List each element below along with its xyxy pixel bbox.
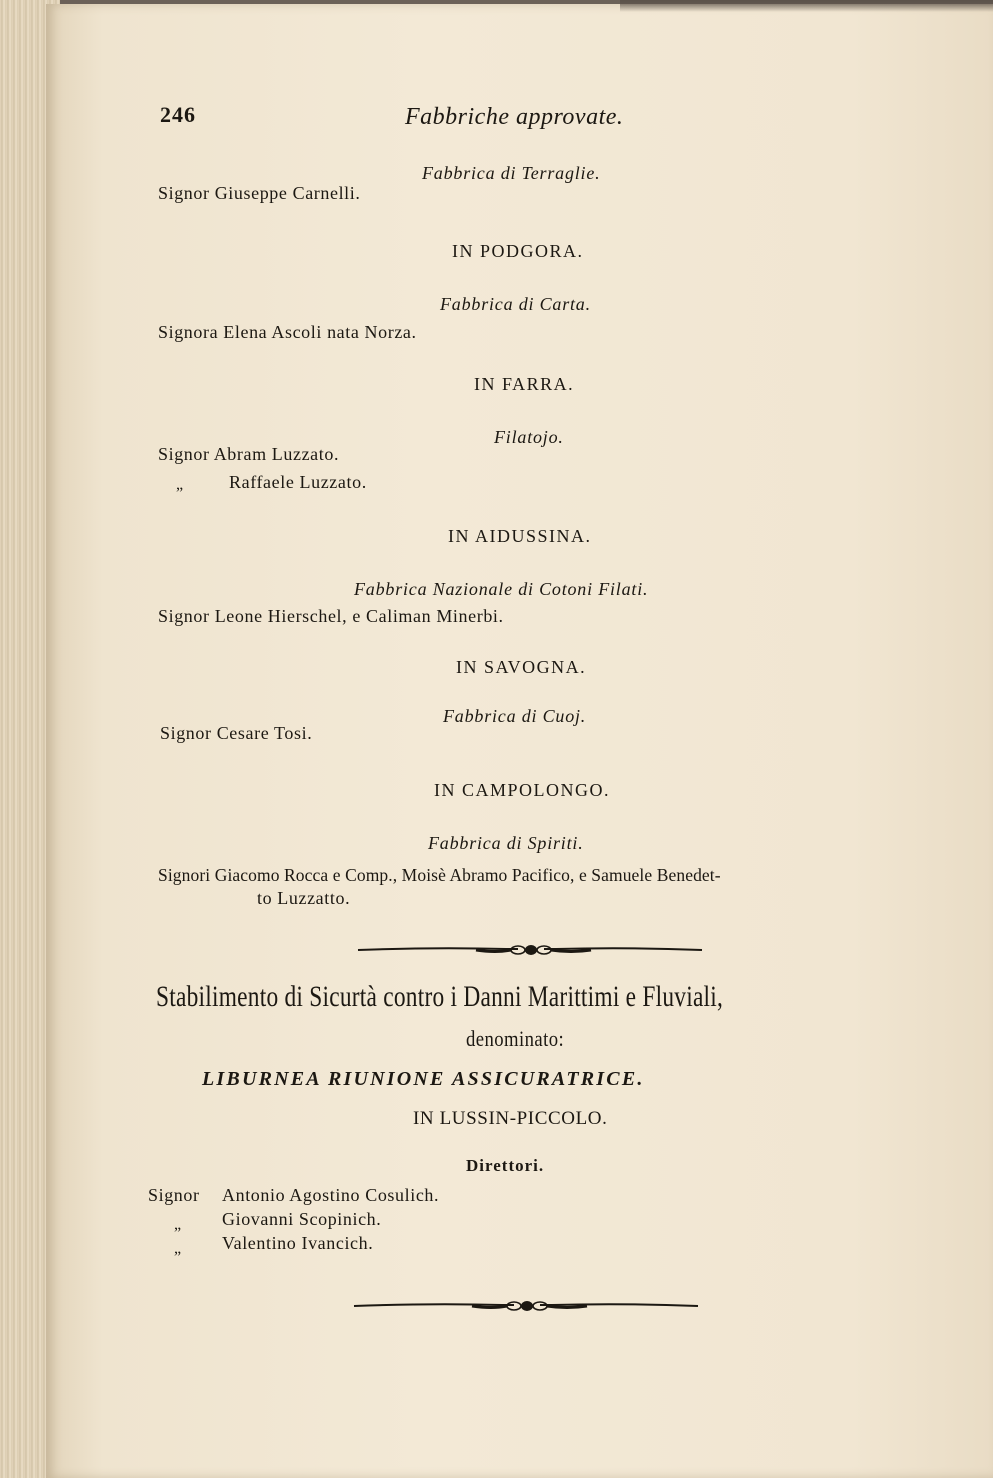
director-name: Valentino Ivancich.	[222, 1233, 374, 1253]
establishment-title: Stabilimento di Sicurtà contro i Danni Marittimi e Fluviali,	[156, 980, 724, 1013]
place-heading: IN SAVOGNA.	[456, 657, 587, 677]
factory-title: Fabbrica di Carta.	[440, 294, 591, 314]
place-heading: IN CAMPOLONGO.	[434, 780, 611, 800]
factory-title: Fabbrica di Terraglie.	[422, 163, 601, 183]
factory-title: Fabbrica di Cuoj.	[443, 706, 587, 726]
place-heading: IN LUSSIN-PICCOLO.	[413, 1108, 608, 1129]
establishment-subtitle: denominato:	[466, 1026, 565, 1051]
facing-page-shadow	[620, 0, 993, 12]
owner-line: Signor Cesare Tosi.	[160, 723, 313, 743]
director-prefix: Signor	[148, 1185, 200, 1205]
directors-heading: Direttori.	[466, 1156, 545, 1175]
ditto-mark: „	[174, 1216, 182, 1233]
ornamental-rule	[352, 1294, 702, 1318]
ornamental-rule	[356, 938, 706, 962]
ditto-mark: „	[176, 476, 184, 493]
owner-line: Raffaele Luzzato.	[229, 472, 367, 492]
director-name: Antonio Agostino Cosulich.	[222, 1185, 440, 1205]
owner-line: Signor Giuseppe Carnelli.	[158, 183, 361, 203]
owner-line: Signori Giacomo Rocca e Comp., Moisè Abramo Pacifico, e Samuele Benedet-	[158, 865, 721, 885]
place-heading: IN PODGORA.	[452, 241, 584, 261]
owner-line-continuation: to Luzzatto.	[257, 888, 351, 908]
running-title: Fabbriche approvate.	[405, 104, 624, 130]
page-number: 246	[160, 102, 196, 127]
factory-title: Fabbrica Nazionale di Cotoni Filati.	[354, 579, 649, 599]
factory-title: Filatojo.	[494, 427, 564, 447]
factory-title: Fabbrica di Spiriti.	[428, 833, 584, 853]
place-heading: IN AIDUSSINA.	[448, 526, 592, 546]
place-heading: IN FARRA.	[474, 374, 575, 394]
establishment-name: LIBURNEA RIUNIONE ASSICURATRICE.	[202, 1068, 645, 1090]
owner-line: Signor Leone Hierschel, e Caliman Minerbi.	[158, 606, 504, 626]
owner-line: Signora Elena Ascoli nata Norza.	[158, 322, 417, 342]
owner-line: Signor Abram Luzzato.	[158, 444, 340, 464]
ditto-mark: „	[174, 1240, 182, 1257]
director-name: Giovanni Scopinich.	[222, 1209, 382, 1229]
